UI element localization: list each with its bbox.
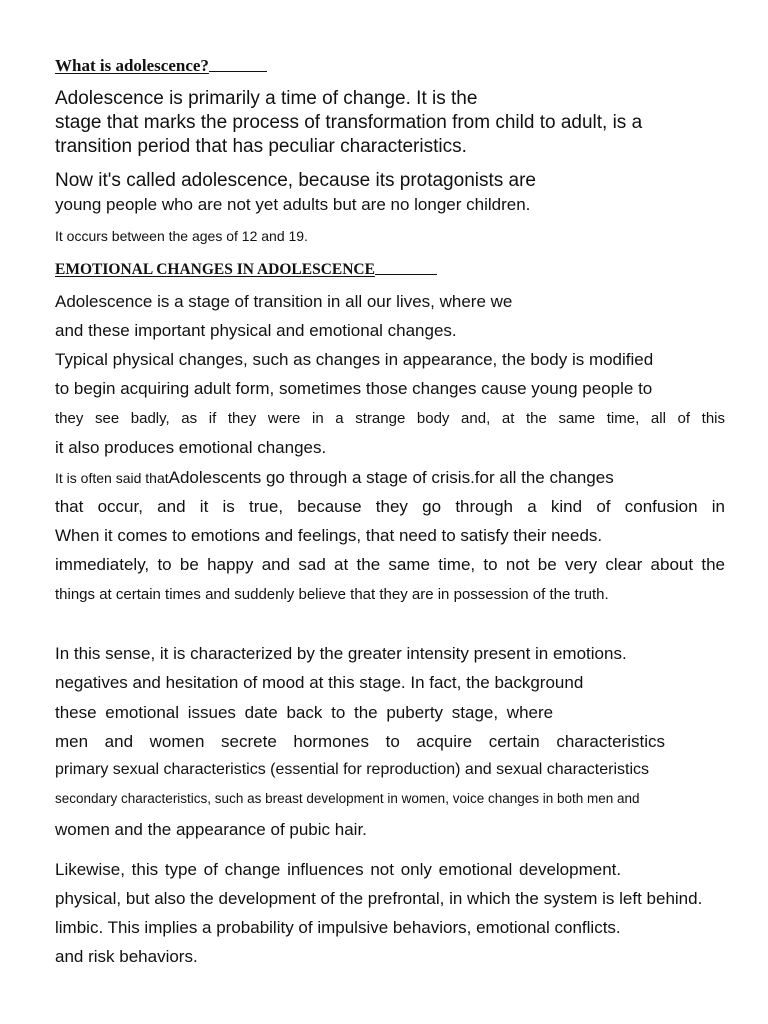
paragraph-3-line-1: Likewise, this type of change influences not only emotional development. xyxy=(55,860,622,879)
section-line-9: When it comes to emotions and feelings, that need to satisfy their needs. xyxy=(55,526,603,545)
paragraph-2-line-1: In this sense, it is characterized by the greater intensity present in emotions. xyxy=(55,644,627,663)
paragraph-3-line-3: limbic. This implies a probability of impulsive behaviors, emotional conflicts. xyxy=(55,918,621,937)
section-line-4: to begin acquiring adult form, sometimes those changes cause young people to xyxy=(55,379,653,398)
heading-text: EMOTIONAL CHANGES IN ADOLESCENCE xyxy=(55,261,375,278)
section-line-3: Typical physical changes, such as changes in appearance, the body is modified xyxy=(55,350,654,369)
section-line-5: they see badly, as if they were in a strange body and, at the same time, all of this xyxy=(55,410,725,427)
heading-what-is-adolescence xyxy=(55,57,267,74)
paragraph-2-line-5: primary sexual characteristics (essential for reproduction) and sexual characteristics xyxy=(55,761,650,778)
section-line-2: and these important physical and emotional changes. xyxy=(55,321,457,340)
heading-text: What is adolescence? xyxy=(55,56,209,75)
paragraph-2-line-7: women and the appearance of pubic hair. xyxy=(55,820,367,839)
intro-line-5: young people who are not yet adults but are no longer children. xyxy=(55,195,531,214)
intro-line-3: transition period that has peculiar characteristics. xyxy=(55,136,467,157)
section-line-1: Adolescence is a stage of transition in all our lives, where we xyxy=(55,292,513,311)
section-line-11: things at certain times and suddenly believe that they are in possession of the truth. xyxy=(55,586,609,603)
paragraph-3-line-4: and risk behaviors. xyxy=(55,947,198,966)
intro-line-2: stage that marks the process of transformation from child to adult, is a xyxy=(55,112,643,133)
section-line-6: it also produces emotional changes. xyxy=(55,438,327,457)
section-line-7-prefix: It is often said that xyxy=(55,470,169,486)
paragraph-2-line-3: these emotional issues date back to the puberty stage, where xyxy=(55,703,554,722)
section-line-7 xyxy=(55,469,614,487)
section-line-10: immediately, to be happy and sad at the same time, to not be very clear about the xyxy=(55,555,725,574)
paragraph-2-line-2: negatives and hesitation of mood at this stage. In fact, the background xyxy=(55,673,584,692)
intro-line-1: Adolescence is primarily a time of change. It is the xyxy=(55,88,478,109)
paragraph-2-line-6: secondary characteristics, such as breast development in women, voice changes in both men and xyxy=(55,791,640,806)
paragraph-3-line-2: physical, but also the development of the prefrontal, in which the system is left behind. xyxy=(55,889,703,908)
paragraph-2-line-4: men and women secrete hormones to acquire certain characteristics xyxy=(55,732,665,751)
section-line-8: that occur, and it is true, because they go through a kind of confusion in xyxy=(55,497,725,516)
heading-underline-tail xyxy=(209,70,267,72)
section-line-7-main: Adolescents go through a stage of crisis.for all the changes xyxy=(168,468,614,487)
heading-underline-tail xyxy=(375,273,437,275)
intro-line-6: It occurs between the ages of 12 and 19. xyxy=(55,228,308,244)
heading-emotional-changes xyxy=(55,262,437,278)
intro-line-4: Now it's called adolescence, because its protagonists are xyxy=(55,170,537,191)
